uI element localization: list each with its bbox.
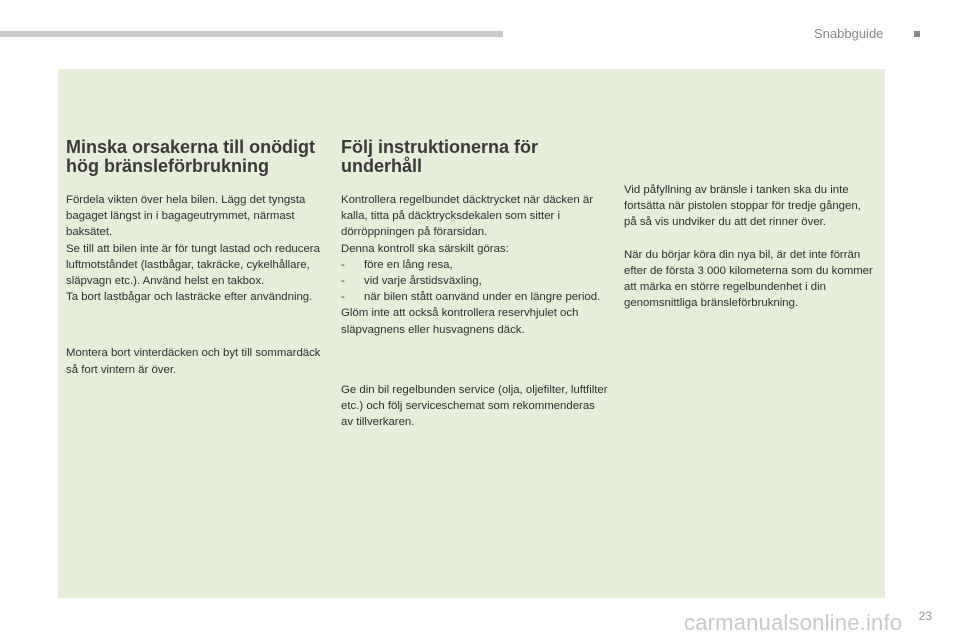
right-para1: Vid påfyllning av bränsle i tanken ska du inte fortsätta när pistolen stoppar för tredje gången, på så vis undviker du att det rinner över. bbox=[624, 184, 861, 229]
left-column bbox=[66, 138, 328, 378]
left-para1-line1: Fördela vikten över hela bilen. Lägg det tyngsta bagaget längst in i bagageutrymmet, närmast baksätet. bbox=[66, 194, 306, 239]
left-para2: Montera bort vinterdäcken och byt till sommardäck så fort vintern är över. bbox=[66, 347, 321, 376]
watermark-text: carmanualsonline.info bbox=[684, 610, 903, 635]
middle-intro-1: Kontrollera regelbundet däcktrycket när däcken är kalla, titta på däcktrycksdekalen som sitter i dörröppningen på förarsidan. bbox=[341, 194, 594, 239]
right-column bbox=[624, 182, 874, 311]
left-heading: Minska orsakerna till onödigt hög bränsleförbrukning bbox=[66, 137, 316, 176]
list-item: - före en lång resa, bbox=[341, 258, 453, 271]
left-para1-line3: Ta bort lastbågar och lasträcke efter användning. bbox=[66, 291, 313, 304]
list-item: - vid varje årstidsväxling, bbox=[341, 275, 482, 288]
section-title: Snabbguide bbox=[814, 26, 884, 41]
check-list bbox=[341, 257, 609, 306]
middle-para2: Ge din bil regelbunden service (olja, oljefilter, luftfilter etc.) och följ serviceschemat som rekommenderas av tillverkaren. bbox=[341, 383, 608, 429]
middle-heading: Följ instruktionerna för underhåll bbox=[341, 137, 539, 176]
section-marker bbox=[914, 31, 920, 37]
header-bar bbox=[0, 31, 503, 37]
list-item: - när bilen stått oanvänd under en längre period. bbox=[341, 291, 601, 304]
middle-intro-2: Denna kontroll ska särskilt göras: bbox=[341, 242, 509, 255]
left-para1-line2: Se till att bilen inte är för tungt lastad och reducera luftmotståndet (lastbågar, takräcke, cykelhållare, släpvagn etc.). Använd helst en takbox. bbox=[66, 242, 320, 288]
page-number: 23 bbox=[918, 609, 932, 623]
middle-after-list: Glöm inte att också kontrollera reservhjulet och släpvagnens eller husvagnens däck. bbox=[341, 307, 579, 336]
middle-column bbox=[341, 138, 609, 430]
right-para2: När du börjar köra din nya bil, är det inte förrän efter de första 3 000 kilometerna som du kommer att märka en större regelbundenhet i din genomsnittliga bränsleförbrukning. bbox=[624, 248, 873, 310]
